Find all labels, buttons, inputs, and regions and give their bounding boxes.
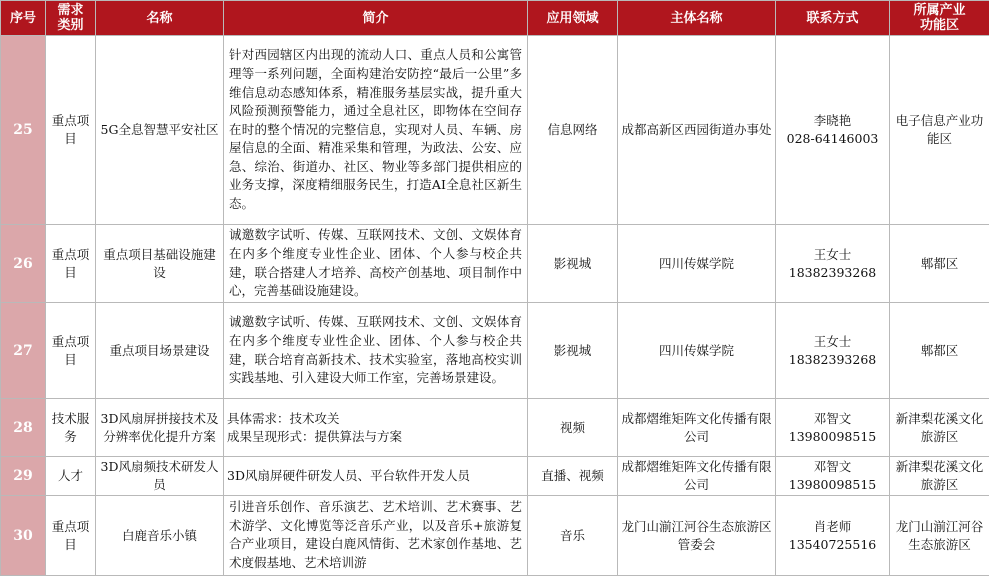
row-zone: 郫都区 xyxy=(890,225,989,303)
row-name: 重点项目场景建设 xyxy=(96,303,224,399)
intro-line: 具体需求：技术攻关 xyxy=(227,410,524,428)
row-name: 5G全息智慧平安社区 xyxy=(96,36,224,225)
row-category: 人才 xyxy=(46,457,96,496)
row-number: 29 xyxy=(1,457,46,496)
row-field: 视频 xyxy=(528,399,618,457)
contact-name: 王女士 xyxy=(779,333,886,351)
table-row xyxy=(1,303,989,399)
contact-phone: 13980098515 xyxy=(779,476,886,494)
row-entity: 成都熠维矩阵文化传播有限公司 xyxy=(618,457,776,496)
row-field: 直播、视频 xyxy=(528,457,618,496)
contact-name: 肖老师 xyxy=(779,518,886,536)
row-category: 重点项目 xyxy=(46,225,96,303)
row-contact xyxy=(776,457,890,496)
row-field: 影视城 xyxy=(528,225,618,303)
header-name: 名称 xyxy=(96,1,224,36)
contact-phone: 028-64146003 xyxy=(779,130,886,148)
header-field: 应用领域 xyxy=(528,1,618,36)
table-row xyxy=(1,496,989,576)
row-field: 音乐 xyxy=(528,496,618,576)
contact-phone: 13540725516 xyxy=(779,536,886,554)
row-name: 3D风扇屏拼接技术及分辨率优化提升方案 xyxy=(96,399,224,457)
header-category-text: 需求 类别 xyxy=(57,3,83,33)
table-row xyxy=(1,457,989,496)
row-contact xyxy=(776,225,890,303)
row-field: 信息网络 xyxy=(528,36,618,225)
row-intro xyxy=(224,399,528,457)
row-contact xyxy=(776,399,890,457)
row-number: 30 xyxy=(1,496,46,576)
table-row xyxy=(1,36,989,225)
row-contact xyxy=(776,496,890,576)
row-number: 25 xyxy=(1,36,46,225)
header-category xyxy=(46,1,96,36)
row-category: 重点项目 xyxy=(46,36,96,225)
row-number: 26 xyxy=(1,225,46,303)
row-intro: 诚邀数字试听、传媒、互联网技术、文创、文娱体育在内多个维度专业性企业、团体、个人参与校企共建，联合搭建人才培养、高校产创基地、项目制作中心，完善基础设施建设。 xyxy=(224,225,528,303)
contact-phone: 18382393268 xyxy=(779,264,886,282)
row-zone: 新津梨花溪文化旅游区 xyxy=(890,457,989,496)
row-number: 27 xyxy=(1,303,46,399)
row-intro: 3D风扇屏硬件研发人员、平台软件开发人员 xyxy=(224,457,528,496)
row-entity: 龙门山湔江河谷生态旅游区管委会 xyxy=(618,496,776,576)
contact-phone: 13980098515 xyxy=(779,428,886,446)
row-category: 重点项目 xyxy=(46,496,96,576)
row-name: 重点项目基础设施建设 xyxy=(96,225,224,303)
row-name: 白鹿音乐小镇 xyxy=(96,496,224,576)
row-category: 重点项目 xyxy=(46,303,96,399)
row-name: 3D风扇频技术研发人员 xyxy=(96,457,224,496)
row-zone: 龙门山湔江河谷生态旅游区 xyxy=(890,496,989,576)
header-zone xyxy=(890,1,989,36)
row-intro: 引进音乐创作、音乐演艺、艺术培训、艺术赛事、艺术游学、文化博览等泛音乐产业，以及音乐+旅游复合产业项目，建设白鹿风情街、艺术家创作基地、艺术度假基地、艺术培训游 xyxy=(224,496,528,576)
row-number: 28 xyxy=(1,399,46,457)
header-zone-text: 所属产业 功能区 xyxy=(913,3,965,33)
header-no: 序号 xyxy=(1,1,46,36)
row-intro: 针对西园辖区内出现的流动人口、重点人员和公寓管理等一系列问题，全面构建治安防控“最后一公里”多维信息动态感知体系，精准服务基层实战，提升重大风险预测预警能力，通过全息社区，即物体在空间存在时的整个情况的完整信息，实现对人员、车辆、房屋信息的全面、精准采集和管理，为政法、公安、应急、综治、街道办、社区、物业等多部门提供相应的业务支撑，深度精细服务民生，打造AI全息社区新生态。 xyxy=(224,36,528,225)
header-row xyxy=(1,1,989,36)
contact-phone: 18382393268 xyxy=(779,351,886,369)
contact-name: 王女士 xyxy=(779,246,886,264)
header-intro: 简介 xyxy=(224,1,528,36)
table-row xyxy=(1,399,989,457)
row-contact xyxy=(776,303,890,399)
header-contact: 联系方式 xyxy=(776,1,890,36)
contact-name: 李晓艳 xyxy=(779,112,886,130)
header-entity: 主体名称 xyxy=(618,1,776,36)
row-entity: 四川传媒学院 xyxy=(618,225,776,303)
row-intro: 诚邀数字试听、传媒、互联网技术、文创、文娱体育在内多个维度专业性企业、团体、个人参与校企共建，联合培育高新技术、技术实验室，落地高校实训实践基地、引入建设大师工作室，完善场景建设。 xyxy=(224,303,528,399)
table-row xyxy=(1,225,989,303)
row-zone: 郫都区 xyxy=(890,303,989,399)
row-entity: 成都熠维矩阵文化传播有限公司 xyxy=(618,399,776,457)
row-zone: 电子信息产业功能区 xyxy=(890,36,989,225)
contact-name: 邓智文 xyxy=(779,458,886,476)
contact-name: 邓智文 xyxy=(779,410,886,428)
row-category: 技术服务 xyxy=(46,399,96,457)
row-field: 影视城 xyxy=(528,303,618,399)
row-contact xyxy=(776,36,890,225)
intro-line: 成果呈现形式：提供算法与方案 xyxy=(227,428,524,446)
row-zone: 新津梨花溪文化旅游区 xyxy=(890,399,989,457)
row-entity: 四川传媒学院 xyxy=(618,303,776,399)
row-entity: 成都高新区西园街道办事处 xyxy=(618,36,776,225)
